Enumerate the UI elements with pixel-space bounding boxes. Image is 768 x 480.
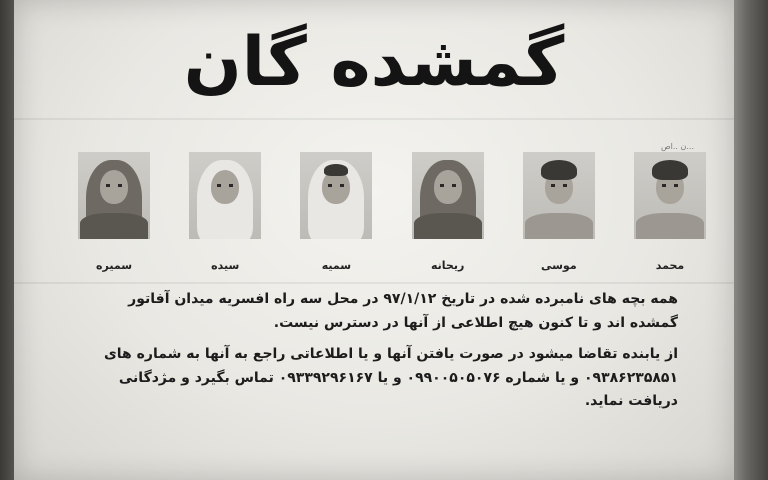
child-name: سمیره	[96, 259, 133, 272]
body-line: همه بچه های نامبرده شده در تاریخ ۹۷/۱/۱۲ در محل سه راه افسریه میدان آفاتور	[128, 291, 678, 307]
child-card	[296, 152, 376, 272]
child-photo	[634, 152, 706, 239]
tiny-note: ...ن ..اص	[660, 142, 694, 151]
child-photo	[300, 152, 372, 239]
body-line: ۰۹۳۸۶۲۳۵۸۵۱ و یا شماره ۰۹۹۰۰۵۰۵۰۷۶ و یا ۰۹۳۳۹۲۹۶۱۶۷ تماس بگیرد و مژدگانی	[118, 369, 678, 386]
child-name: ریحانه	[430, 259, 465, 272]
poster-body	[70, 288, 678, 414]
paper-fold	[14, 118, 734, 120]
child-name: محمد	[655, 259, 685, 272]
child-photo	[412, 152, 484, 239]
child-name: سیده	[211, 259, 240, 272]
child-name: سمیه	[321, 259, 352, 272]
child-photo	[523, 152, 595, 239]
poster-title: گمشده گان	[183, 23, 565, 102]
children-photos	[74, 152, 710, 272]
body-line: از یابنده تقاضا میشود در صورت یافتن آنها و یا اطلاعاتی راجع به آنها به شماره های	[103, 346, 678, 362]
child-card	[185, 152, 265, 272]
child-photo	[189, 152, 261, 239]
child-name: موسی	[540, 259, 577, 272]
child-card	[630, 152, 710, 272]
body-line: گمشده اند و تا کنون هیچ اطلاعی از آنها در دسترس نیست.	[273, 314, 678, 331]
missing-persons-poster	[14, 0, 734, 480]
paper-fold	[14, 282, 734, 284]
child-photo	[78, 152, 150, 239]
child-card	[408, 152, 488, 272]
wall-right	[728, 0, 768, 480]
body-line: دریافت نماید.	[584, 393, 678, 409]
child-card	[519, 152, 599, 272]
child-card	[74, 152, 154, 272]
